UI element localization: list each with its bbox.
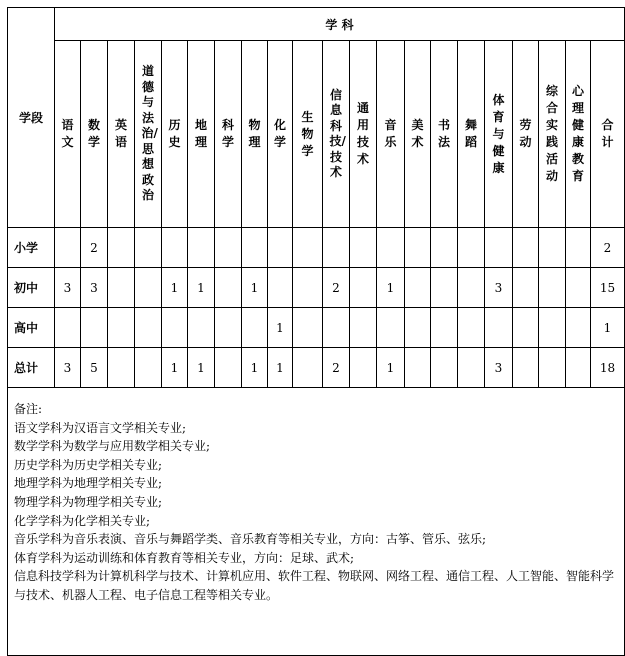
table-cell: 1 [162, 348, 188, 388]
table-cell [81, 308, 108, 348]
note-line: 地理学科为地理学相关专业; [14, 476, 163, 491]
table-cell [539, 268, 566, 308]
table-cell [566, 268, 591, 308]
table-cell [513, 228, 539, 268]
subject-label: 综合实践活动 [545, 84, 558, 183]
table-cell [405, 268, 431, 308]
table-cell [135, 308, 162, 348]
table-cell [539, 308, 566, 348]
subject-label: 心理健康教育 [571, 84, 584, 183]
subject-header [539, 41, 566, 228]
table-row [8, 308, 625, 348]
stage-header [8, 8, 55, 228]
table-cell: 1 [591, 308, 625, 348]
table-cell [323, 308, 350, 348]
table-cell [458, 308, 485, 348]
table-row [8, 268, 625, 308]
subject-label: 语文 [61, 118, 74, 149]
table-cell: 1 [377, 348, 405, 388]
table-cell [485, 228, 513, 268]
table-cell [458, 228, 485, 268]
table-cell [188, 228, 215, 268]
table-cell [215, 348, 242, 388]
subject-label: 舞蹈 [464, 118, 477, 149]
table-cell: 1 [242, 348, 268, 388]
table-cell [135, 228, 162, 268]
header-top-row [8, 8, 625, 41]
note-line: 备注: [14, 402, 43, 416]
subject-header [55, 41, 81, 228]
table-cell: 3 [81, 268, 108, 308]
table-cell [431, 228, 458, 268]
subject-header [513, 41, 539, 228]
subject-header [458, 41, 485, 228]
note-line: 历史学科为历史学相关专业; [14, 457, 163, 472]
note-line: 音乐学科为音乐表演、音乐与舞蹈学类、音乐教育等相关专业，方向：古筝、管乐、弦乐; [14, 532, 487, 547]
table-cell [377, 228, 405, 268]
table-wrapper [7, 7, 625, 656]
subject-label: 音乐 [384, 118, 397, 149]
table-cell [108, 308, 135, 348]
subject-header [81, 41, 108, 228]
table-cell: 2 [591, 228, 625, 268]
subject-label: 物理 [248, 118, 261, 149]
subject-label: 体育与健康 [492, 92, 505, 175]
table-cell [485, 308, 513, 348]
table-cell: 3 [55, 268, 81, 308]
table-cell [293, 268, 323, 308]
table-cell [350, 268, 377, 308]
table-cell [293, 308, 323, 348]
notes-cell [8, 388, 625, 656]
table-cell: 1 [242, 268, 268, 308]
table-cell [108, 348, 135, 388]
table-cell [215, 268, 242, 308]
subject-group-header [55, 8, 625, 41]
table-cell: 3 [485, 268, 513, 308]
subject-label: 历史 [168, 118, 181, 149]
table-cell [405, 348, 431, 388]
subject-header [350, 41, 377, 228]
table-cell: 15 [591, 268, 625, 308]
stage-label: 总计 [8, 348, 55, 388]
table-cell: 1 [377, 268, 405, 308]
table-cell [539, 228, 566, 268]
table-cell: 3 [485, 348, 513, 388]
table-cell [431, 268, 458, 308]
table-cell [162, 308, 188, 348]
note-line: 物理学科为物理学相关专业; [14, 494, 163, 509]
stage-label: 高中 [8, 308, 55, 348]
subject-header [162, 41, 188, 228]
table-cell [431, 348, 458, 388]
table-cell: 1 [162, 268, 188, 308]
table-cell [350, 348, 377, 388]
table-cell [188, 308, 215, 348]
subject-header [591, 41, 625, 228]
table-cell [405, 308, 431, 348]
table-cell [135, 268, 162, 308]
table-cell [293, 228, 323, 268]
table-cell [242, 308, 268, 348]
note-line: 数学学科为数学与应用数学相关专业; [14, 439, 211, 454]
stage-label: 初中 [8, 268, 55, 308]
subject-label: 英语 [114, 118, 127, 149]
table-cell [162, 228, 188, 268]
table-cell: 1 [268, 348, 293, 388]
note-line: 语文学科为汉语言文学相关专业; [14, 420, 187, 435]
subject-label: 通用技术 [356, 101, 369, 166]
subject-header-row [8, 41, 625, 228]
table-cell [377, 308, 405, 348]
table-cell [513, 268, 539, 308]
table-cell: 2 [323, 268, 350, 308]
subject-header [242, 41, 268, 228]
subject-label: 地理 [194, 118, 207, 149]
staffing-table [7, 7, 625, 656]
table-cell [55, 308, 81, 348]
table-cell [350, 308, 377, 348]
subject-header [431, 41, 458, 228]
subject-label: 美术 [411, 118, 424, 149]
stage-header-label: 学段 [18, 111, 43, 125]
note-line: 化学学科为化学相关专业; [14, 513, 151, 528]
stage-label: 小学 [8, 228, 55, 268]
table-cell [268, 268, 293, 308]
table-cell [458, 268, 485, 308]
table-cell [513, 308, 539, 348]
subject-header [108, 41, 135, 228]
table-cell: 1 [268, 308, 293, 348]
table-cell [539, 348, 566, 388]
table-cell [323, 228, 350, 268]
subject-label: 书法 [437, 118, 450, 149]
table-cell [350, 228, 377, 268]
subject-label: 合计 [601, 118, 614, 149]
table-cell: 2 [323, 348, 350, 388]
notes-row [8, 388, 625, 656]
subject-header [188, 41, 215, 228]
table-cell [268, 228, 293, 268]
table-cell: 2 [81, 228, 108, 268]
subject-group-label: 学 科 [325, 17, 354, 32]
subject-label: 信息科技/技术 [329, 87, 346, 179]
subject-header [215, 41, 242, 228]
subject-header [405, 41, 431, 228]
table-body [8, 228, 625, 388]
subject-header [377, 41, 405, 228]
table-cell [135, 348, 162, 388]
subject-label: 化学 [273, 118, 286, 149]
subject-label: 劳动 [519, 118, 532, 149]
table-cell [215, 228, 242, 268]
table-cell [566, 348, 591, 388]
subject-label: 道德与法治/思想政治 [141, 64, 158, 203]
table-cell [293, 348, 323, 388]
subject-label: 数学 [87, 118, 100, 149]
table-cell: 18 [591, 348, 625, 388]
subject-header [566, 41, 591, 228]
note-line: 体育学科为运动训练和体育教育等相关专业，方向：足球、武术; [14, 550, 355, 565]
subject-label: 科学 [221, 118, 234, 149]
table-cell [108, 228, 135, 268]
table-cell [566, 228, 591, 268]
table-row [8, 228, 625, 268]
table-row [8, 348, 625, 388]
subject-header [135, 41, 162, 228]
table-cell [242, 228, 268, 268]
subject-header [323, 41, 350, 228]
subject-header [293, 41, 323, 228]
table-cell [513, 348, 539, 388]
table-cell [566, 308, 591, 348]
subject-header [268, 41, 293, 228]
table-cell [108, 268, 135, 308]
subject-label: 生物学 [301, 109, 314, 158]
table-cell [405, 228, 431, 268]
table-cell [431, 308, 458, 348]
table-cell [215, 308, 242, 348]
table-cell: 1 [188, 348, 215, 388]
table-cell: 1 [188, 268, 215, 308]
table-cell: 5 [81, 348, 108, 388]
note-line: 信息科技学科为计算机科学与技术、计算机应用、软件工程、物联网、网络工程、通信工程、人工智能、智能科学与技术、机器人工程、电子信息工程等相关专业。 [14, 569, 615, 602]
table-cell [55, 228, 81, 268]
table-cell: 3 [55, 348, 81, 388]
table-cell [458, 348, 485, 388]
subject-header [485, 41, 513, 228]
